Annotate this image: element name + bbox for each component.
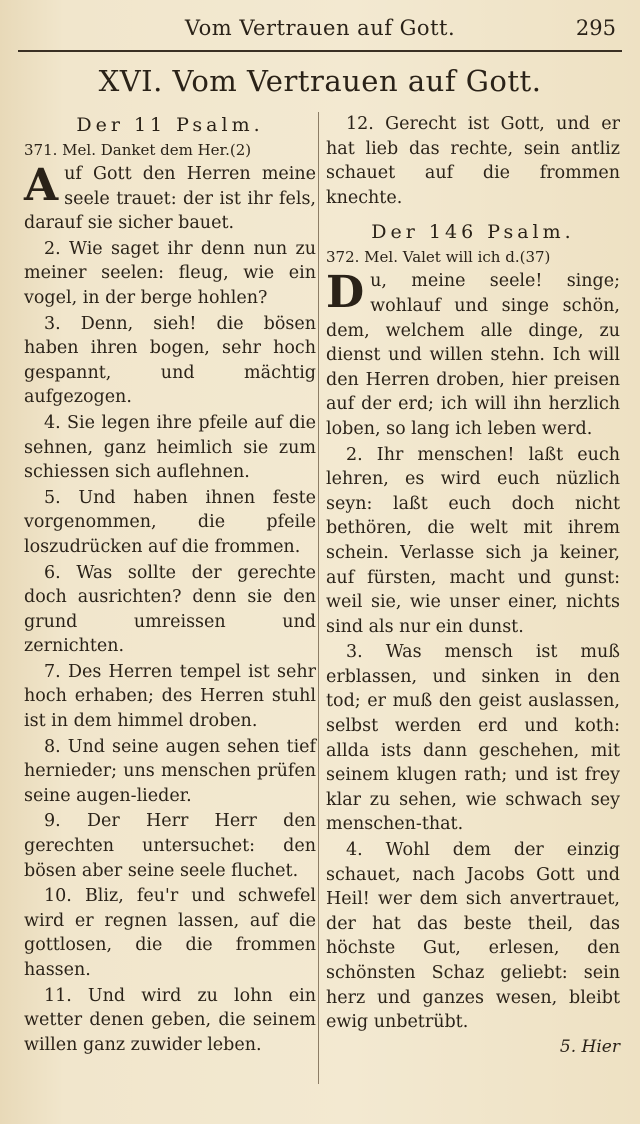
melody-line: 371. Mel. Danket dem Her.(2) bbox=[24, 141, 252, 159]
psalm-heading: Der 11 Psalm. bbox=[76, 114, 264, 136]
hymn-verse: 4. Sie legen ihre pfeile auf die sehnen, ganz heimlich sie zum schiessen sich auflehnen. bbox=[24, 412, 316, 483]
catchword: 5. Hier bbox=[559, 1036, 620, 1057]
psalm-heading: Der 146 Psalm. bbox=[371, 221, 575, 244]
running-head-title: Vom Vertrauen auf Gott. bbox=[184, 16, 456, 40]
hymn-verse: 2. Ihr menschen! laßt euch lehren, es wird euch nüzlich seyn: laßt euch doch nicht bethören, die welt mit ihrem schein. Verlasse sich ja keiner, auf fürsten, macht und gunst: weil sie, wie unser einer, nichts sind als nur ein dunst. bbox=[326, 444, 620, 637]
header-rule bbox=[18, 50, 622, 52]
left-column bbox=[24, 112, 316, 1058]
melody-line: 372. Mel. Valet will ich d.(37) bbox=[326, 248, 551, 267]
hymn-verse: 8. Und seine augen sehen tief hernieder; uns menschen prüfen seine augen-lieder. bbox=[24, 736, 316, 806]
hymn-verse: 4. Wohl dem der einzig schauet, nach Jacobs Gott und Heil! wer dem sich anvertrauet, der hat das beste theil, das höchste Gut, erlesen, den schönsten Schaz geliebt: sein herz und ganzes wesen, bleibt ewig unbetrübt. bbox=[326, 840, 620, 1033]
hymn-verse: 7. Des Herren tempel ist sehr hoch erhaben; des Herren stuhl ist in dem himmel droben. bbox=[24, 661, 316, 732]
hymn-verse: 5. Und haben ihnen feste vorgenommen, die pfeile loszudrücken auf die frommen. bbox=[24, 487, 316, 557]
hymn-verse: 3. Was mensch ist muß erblassen, und sinken in den tod; er muß den geist auslassen, selbst werden erd und koth: allda ists dann geschehen, mit seinem klugen rath; und ist frey klar zu sehen, wie schwach sey menschen-that. bbox=[326, 642, 620, 835]
drop-cap: D bbox=[326, 267, 365, 319]
hymn-verse bbox=[24, 162, 316, 236]
running-head bbox=[18, 14, 622, 48]
hymn-verse: 10. Bliz, feu'r und schwefel wird er regnen lassen, auf die gottlosen, die die frommen hassen. bbox=[24, 886, 316, 980]
column-divider bbox=[318, 112, 319, 1084]
hymn-verse bbox=[326, 269, 620, 441]
hymn-verse: 2. Wie saget ihr denn nun zu meiner seelen: fleug, wie ein vogel, in der berge hohlen? bbox=[24, 238, 316, 308]
drop-cap: A bbox=[24, 160, 59, 211]
hymn-verse: 11. Und wird zu lohn ein wetter denen geben, die seinem willen ganz zuwider leben. bbox=[24, 985, 316, 1055]
page-number: 295 bbox=[575, 16, 616, 40]
section-title: XVI. Vom Vertrauen auf Gott. bbox=[98, 64, 542, 98]
verse-text: uf Gott den Herren meine seele trauet: der ist ihr fels, darauf sie sicher bauet. bbox=[24, 164, 316, 234]
hymn-verse: 6. Was sollte der gerechte doch ausrichten? denn sie den grund umreissen und zernichten. bbox=[24, 562, 316, 657]
right-column bbox=[326, 112, 620, 1057]
hymn-verse: 12. Gerecht ist Gott, und er hat lieb das rechte, sein antliz schauet auf die frommen knechte. bbox=[326, 114, 620, 208]
hymn-verse: 9. Der Herr Herr den gerechten untersuchet: den bösen aber seine seele fluchet. bbox=[24, 811, 316, 881]
verse-text: u, meine seele! singe; wohlauf und singe schön, dem, welchem alle dinge, zu dienst und willen stehn. Ich will den Herren droben, hier preisen auf der erd; ich will ihn herzlich loben, so lang ich leben werd. bbox=[326, 271, 620, 439]
hymn-verse: 3. Denn, sieh! die bösen haben ihren bogen, sehr hoch gespannt, und mächtig aufgezogen. bbox=[24, 313, 316, 408]
